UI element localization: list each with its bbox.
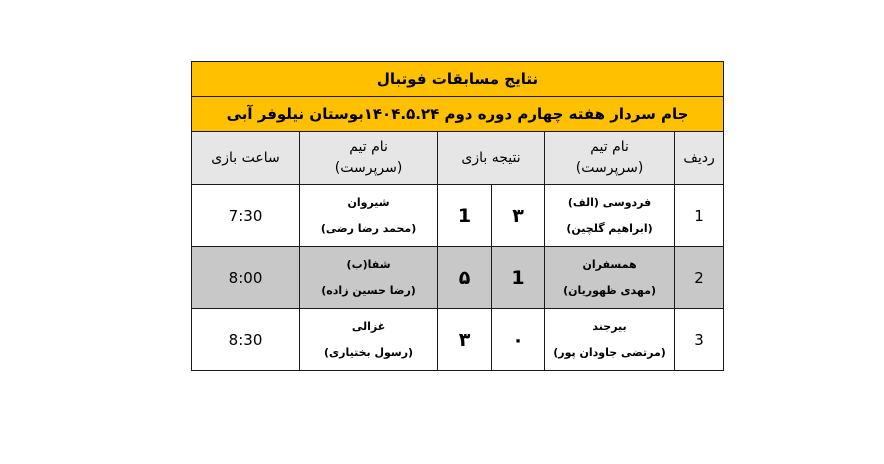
table-row: [192, 309, 724, 371]
team1-name: همسفران: [582, 257, 637, 271]
team1-score: ۳: [492, 185, 545, 247]
team1-score: 1: [492, 247, 545, 309]
team1-name: فردوسی (الف): [567, 195, 652, 209]
team2-coach: (رضا حسین زاده): [321, 283, 416, 297]
team2-cell: [300, 309, 438, 371]
team2-name: شفا(ب): [346, 257, 391, 271]
row-number: 3: [675, 309, 724, 371]
header-team1-coach: (سرپرست): [575, 160, 644, 176]
team1-score: ۰: [492, 309, 545, 371]
table-row: [192, 185, 724, 247]
team2-coach: (رسول بختیاری): [324, 345, 414, 359]
title-row-2: [192, 97, 724, 132]
header-team1-name: نام تیم: [590, 139, 629, 155]
match-time: 7:30: [192, 185, 300, 247]
team2-cell: [300, 247, 438, 309]
team1-name: بیرجند: [592, 319, 627, 333]
team2-name: شیروان: [347, 195, 390, 209]
match-time: 8:30: [192, 309, 300, 371]
row-number: 2: [675, 247, 724, 309]
header-team2-coach: (سرپرست): [334, 160, 403, 176]
results-table: [191, 61, 724, 371]
row-number: 1: [675, 185, 724, 247]
header-result: نتیجه بازی: [438, 132, 545, 185]
team1-cell: [545, 247, 675, 309]
team1-coach: (مرتضی جاودان پور): [553, 345, 666, 359]
team1-cell: [545, 309, 675, 371]
team2-score: ۳: [438, 309, 492, 371]
header-team2: [300, 132, 438, 185]
team2-coach: (محمد رضا رضی): [320, 221, 417, 235]
match-time: 8:00: [192, 247, 300, 309]
title-row-1: [192, 62, 724, 97]
table-title: نتایج مسابقات فوتبال: [192, 62, 724, 97]
team1-coach: (مهدی ظهوریان): [563, 283, 656, 297]
header-row-number: ردیف: [675, 132, 724, 185]
team1-cell: [545, 185, 675, 247]
header-team1: [545, 132, 675, 185]
header-team2-name: نام تیم: [349, 139, 388, 155]
team2-score: 1: [438, 185, 492, 247]
table-row: [192, 247, 724, 309]
table-subtitle: جام سردار هفته چهارم دوره دوم ۱۴۰۴.۵.۲۴بوستان نیلوفر آبی: [192, 97, 724, 132]
team2-score: ۵: [438, 247, 492, 309]
team1-coach: (ابراهیم گلچین): [566, 221, 653, 235]
team2-name: غزالی: [351, 319, 386, 333]
header-row: [192, 132, 724, 185]
team2-cell: [300, 185, 438, 247]
header-time: ساعت بازی: [192, 132, 300, 185]
